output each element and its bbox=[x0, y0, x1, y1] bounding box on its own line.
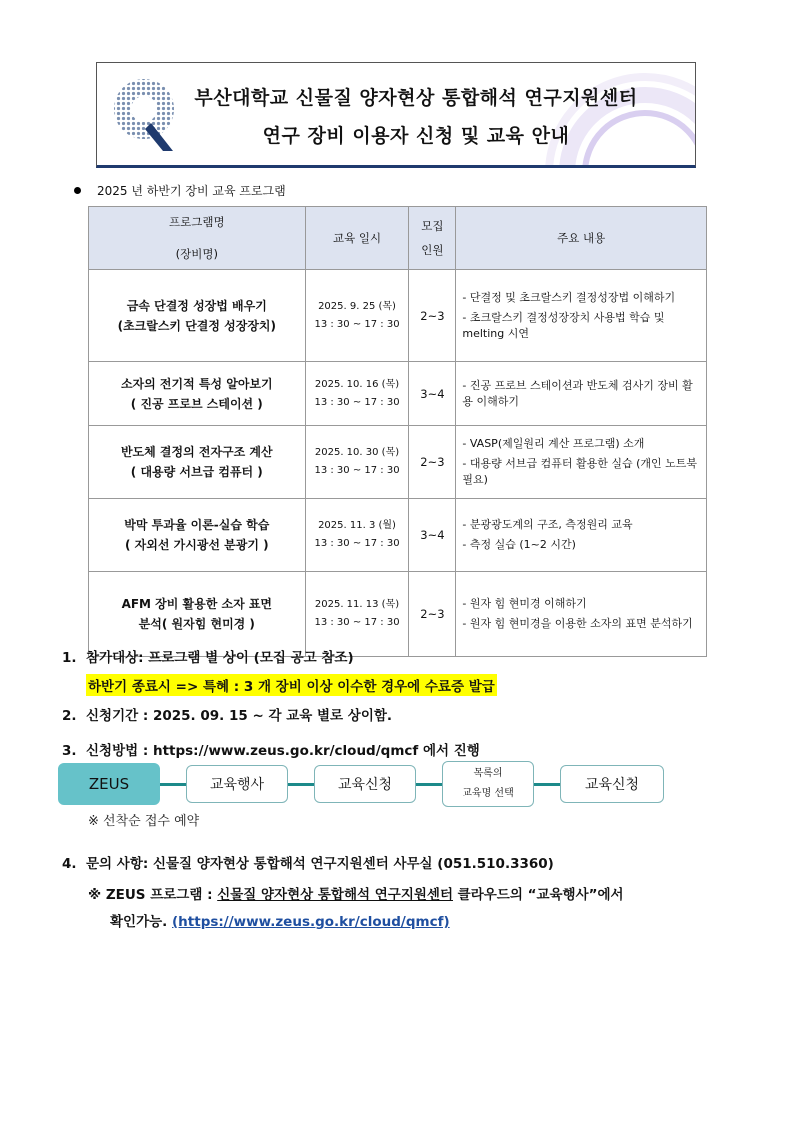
section-heading bbox=[74, 182, 286, 199]
page-subtitle: 연구 장비 이용자 신청 및 교육 안내 bbox=[262, 125, 570, 147]
flow-step-events: 교육행사 bbox=[186, 765, 288, 803]
table-row bbox=[89, 572, 707, 657]
table-row bbox=[89, 426, 707, 499]
content-cell bbox=[456, 499, 707, 572]
page-title: 부산대학교 신물질 양자현상 통합해석 연구지원센터 bbox=[194, 87, 638, 109]
content-cell bbox=[456, 572, 707, 657]
content-item: - 측정 실습 (1~2 시간) bbox=[462, 538, 576, 551]
date-day: 2025. 11. 13 (목) bbox=[314, 599, 400, 610]
date-time: 13 : 30 ~ 17 : 30 bbox=[314, 617, 400, 628]
item-number: 2. bbox=[62, 708, 77, 724]
program-name-cell bbox=[89, 572, 306, 657]
zeus-note-suffix: 클라우드의 “교육행사”에서 bbox=[452, 887, 624, 903]
table-row bbox=[89, 270, 707, 362]
date-day: 2025. 10. 16 (목) bbox=[314, 378, 400, 390]
content-item: - 분광광도계의 구조, 측정원리 교육 bbox=[462, 518, 633, 531]
equipment-name: ( 대용량 서브급 컴퓨터 ) bbox=[130, 465, 263, 479]
equipment-name: ( 자외선 가시광선 분광기 ) bbox=[124, 538, 269, 552]
date-time: 13 : 30 ~ 17 : 30 bbox=[314, 396, 400, 408]
item-number: 4. bbox=[62, 856, 77, 872]
date-day: 2025. 11. 3 (월) bbox=[318, 520, 396, 531]
flow-step-select-line1: 목록의 bbox=[473, 768, 503, 779]
item-text: 참가대상: 프로그램 별 상이 (모집 공고 참조) bbox=[86, 650, 354, 666]
header-name-line1: 프로그램명 bbox=[169, 215, 225, 229]
date-time: 13 : 30 ~ 17 : 30 bbox=[314, 538, 400, 549]
equipment-name: 분석( 원자힘 현미경 ) bbox=[138, 617, 255, 631]
date-cell bbox=[305, 572, 409, 657]
program-name-cell bbox=[89, 362, 306, 426]
zeus-note-prefix: ※ ZEUS 프로그램 : bbox=[88, 887, 218, 903]
flow-step-select-line2: 교육명 선택 bbox=[462, 788, 514, 799]
program-name-cell bbox=[89, 499, 306, 572]
content-item: - 초크랄스키 결정성장장치 사용법 학습 및 melting 시연 bbox=[462, 310, 665, 340]
item-text: 문의 사항: 신물질 양자현상 통합해석 연구지원센터 사무실 (051.510.3360) bbox=[86, 856, 554, 872]
zeus-note-center: 신물질 양자현상 통합해석 연구지원센터 bbox=[217, 887, 453, 903]
header-box bbox=[96, 62, 696, 168]
content-item: - 원자 힘 현미경을 이용한 소자의 표면 분석하기 bbox=[462, 617, 693, 630]
content-item: - 진공 프로브 스테이션과 반도체 검사기 장비 활용 이해하기 bbox=[462, 378, 693, 408]
header-content: 주요 내용 bbox=[456, 207, 707, 270]
header-program-name bbox=[89, 207, 306, 270]
content-item: - 단결정 및 초크랄스키 결정성장법 이해하기 bbox=[462, 290, 676, 304]
flow-connector bbox=[534, 783, 560, 786]
equipment-name: (초크랄스키 단결정 성장장치) bbox=[117, 318, 277, 333]
section-title: 2025 년 하반기 장비 교육 프로그램 bbox=[97, 184, 286, 198]
decorative-arc bbox=[535, 62, 696, 168]
program-table bbox=[88, 206, 707, 657]
count-cell: 3~4 bbox=[409, 499, 456, 572]
equipment-name: ( 진공 프로브 스테이션 ) bbox=[130, 396, 263, 411]
application-flow bbox=[58, 763, 668, 805]
content-cell bbox=[456, 270, 707, 362]
content-item: - 대용량 서브급 컴퓨터 활용한 실습 (개인 노트북 필요) bbox=[462, 457, 698, 486]
count-cell: 2~3 bbox=[409, 426, 456, 499]
date-time: 13 : 30 ~ 17 : 30 bbox=[314, 318, 400, 330]
table-row bbox=[89, 499, 707, 572]
count-cell: 3~4 bbox=[409, 362, 456, 426]
program-name: 소자의 전기적 특성 알아보기 bbox=[120, 376, 273, 391]
count-cell: 2~3 bbox=[409, 572, 456, 657]
confirm-note bbox=[110, 910, 450, 930]
date-time: 13 : 30 ~ 17 : 30 bbox=[314, 465, 400, 476]
date-cell bbox=[305, 499, 409, 572]
item-participants bbox=[62, 646, 354, 666]
count-cell: 2~3 bbox=[409, 270, 456, 362]
program-name: 금속 단결정 성장법 배우기 bbox=[126, 298, 267, 313]
certificate-highlight: 하반기 종료시 => 특혜 : 3 개 장비 이상 이수한 경우에 수료증 발급 bbox=[86, 674, 497, 696]
program-name: 반도체 결정의 전자구조 계산 bbox=[120, 445, 273, 459]
flow-step-apply: 교육신청 bbox=[314, 765, 416, 803]
item-number: 1. bbox=[62, 650, 77, 666]
date-cell bbox=[305, 426, 409, 499]
program-name-cell bbox=[89, 426, 306, 499]
table-row bbox=[89, 362, 707, 426]
item-method bbox=[62, 739, 480, 759]
flow-step-apply-final: 교육신청 bbox=[560, 765, 664, 803]
content-cell bbox=[456, 426, 707, 499]
date-day: 2025. 9. 25 (목) bbox=[318, 300, 396, 312]
program-name-cell bbox=[89, 270, 306, 362]
header-date: 교육 일시 bbox=[305, 207, 409, 270]
item-period bbox=[62, 704, 392, 724]
content-item: - 원자 힘 현미경 이해하기 bbox=[462, 597, 587, 610]
zeus-note bbox=[88, 883, 624, 903]
date-cell bbox=[305, 270, 409, 362]
header-count-line2: 인원 bbox=[421, 243, 444, 257]
date-day: 2025. 10. 30 (목) bbox=[314, 447, 400, 458]
item-inquiry bbox=[62, 852, 554, 872]
program-name: 박막 투과율 이론-실습 학습 bbox=[124, 518, 270, 532]
bullet-icon bbox=[74, 187, 81, 194]
header-name-line2: (장비명) bbox=[175, 247, 218, 261]
header-count-line1: 모집 bbox=[421, 219, 444, 233]
content-cell bbox=[456, 362, 707, 426]
item-text: 신청방법 : https://www.zeus.go.kr/cloud/qmcf 에서 진행 bbox=[86, 743, 480, 759]
flow-step-select bbox=[442, 761, 534, 807]
header-count bbox=[409, 207, 456, 270]
program-name: AFM 장비 활용한 소자 표면 bbox=[121, 597, 273, 611]
confirm-text: 확인가능. bbox=[110, 914, 172, 930]
zeus-link[interactable]: (https://www.zeus.go.kr/cloud/qmcf) bbox=[172, 914, 450, 930]
item-number: 3. bbox=[62, 743, 77, 759]
item-text: 신청기간 : 2025. 09. 15 ~ 각 교육 별로 상이함. bbox=[86, 708, 393, 724]
flow-step-zeus: ZEUS bbox=[58, 763, 160, 805]
date-cell bbox=[305, 362, 409, 426]
content-item: - VASP(제일원리 계산 프로그램) 소개 bbox=[462, 437, 645, 450]
flow-connector bbox=[414, 783, 444, 786]
reservation-note: ※ 선착순 접수 예약 bbox=[88, 814, 200, 829]
